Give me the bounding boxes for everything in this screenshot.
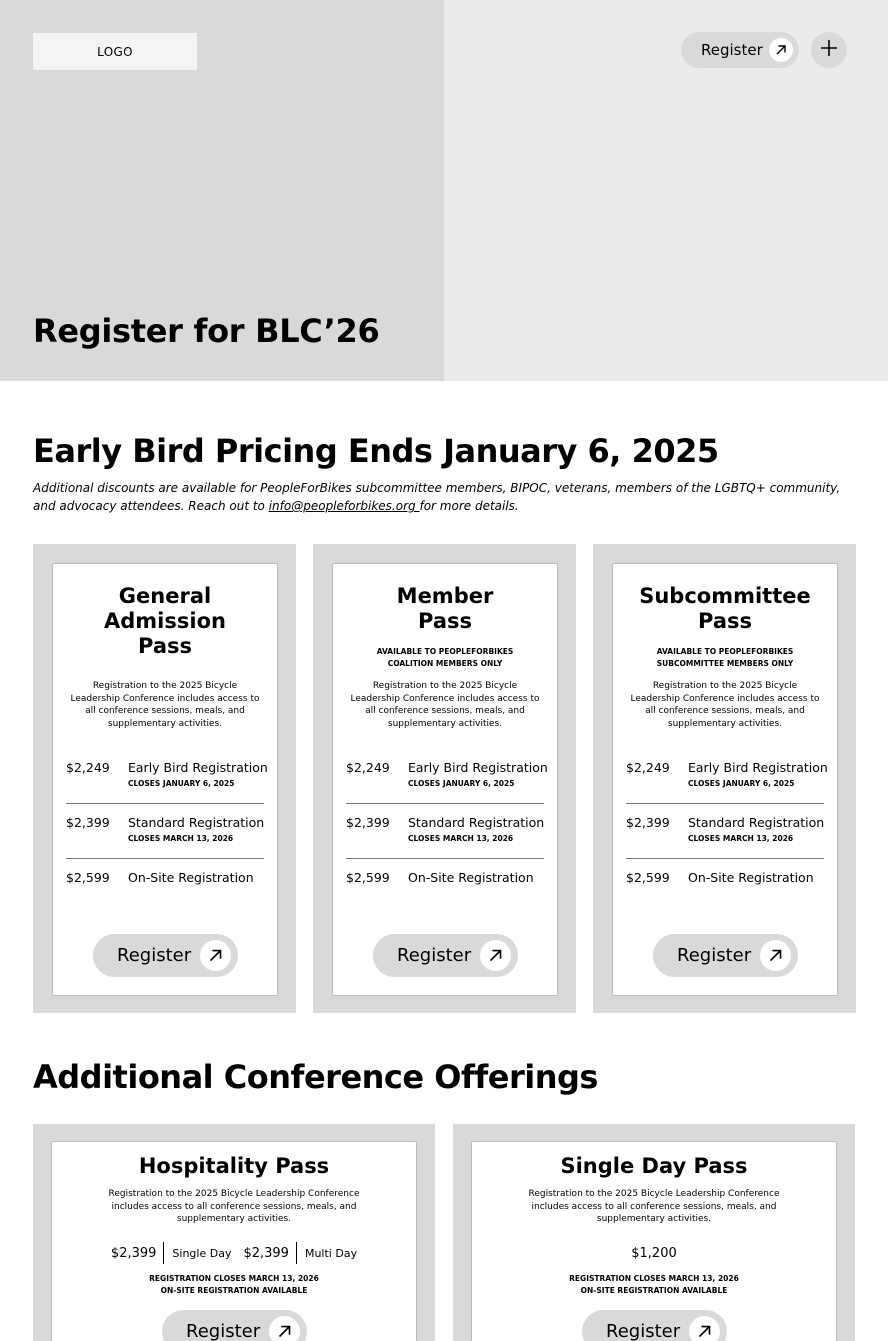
price-tier-name: Early Bird Registration (408, 760, 548, 775)
price-closing-date: CLOSES JANUARY 6, 2025 (128, 779, 235, 788)
nav-register-button[interactable] (681, 32, 799, 68)
logo-text: LOGO (97, 44, 133, 59)
arrow-up-right-icon (769, 38, 793, 62)
early-bird-description (33, 479, 855, 515)
price-tier-name: On-Site Registration (688, 870, 814, 885)
arrow-up-right-icon (760, 940, 791, 971)
onsite-registration-note: ON-SITE REGISTRATION AVAILABLE (160, 1286, 308, 1295)
pass-description: Registration to the 2025 Bicycle Leadership Conference includes access to all conference sessions, meals, and supplementary activities. (350, 681, 540, 729)
hero (0, 0, 888, 381)
price-separator (163, 1242, 164, 1264)
pass-card (593, 544, 856, 1013)
offering-description: Registration to the 2025 Bicycle Leadership Conference includes access to all conference sessions, meals, and supplementary activities. (528, 1189, 780, 1224)
arrow-up-right-icon (689, 1316, 720, 1341)
offering-prices (472, 1242, 836, 1264)
price-row (66, 760, 268, 800)
price-closing-date: CLOSES JANUARY 6, 2025 (408, 779, 515, 788)
price-row (626, 815, 824, 855)
pass-title: Admission (104, 609, 226, 633)
pass-title: Member (396, 584, 494, 608)
arrow-up-right-icon (269, 1316, 300, 1341)
price-amount: $2,249 (346, 760, 390, 775)
offering-card (33, 1124, 435, 1341)
price-divider (626, 858, 824, 859)
register-button[interactable] (162, 1310, 307, 1341)
offering-notes (52, 1273, 416, 1297)
price-amount: $2,399 (243, 1245, 289, 1261)
register-label: Register (117, 945, 192, 966)
pass-card-body (332, 563, 558, 996)
offering-card (453, 1124, 855, 1341)
pass-description: Registration to the 2025 Bicycle Leadership Conference includes access to all conference sessions, meals, and supplementary activities. (630, 681, 820, 729)
price-closing-date: CLOSES MARCH 13, 2026 (408, 834, 514, 843)
register-label: Register (606, 1321, 681, 1341)
offering-card-body (471, 1141, 837, 1341)
early-bird-heading: Early Bird Pricing Ends January 6, 2025 (33, 432, 719, 470)
price-separator (296, 1242, 297, 1264)
price-row (626, 870, 824, 910)
pass-title: Pass (698, 609, 752, 633)
price-tier-name: Standard Registration (688, 815, 825, 830)
price-label: Multi Day (304, 1246, 358, 1260)
price-row (626, 760, 828, 800)
price-divider (626, 803, 824, 804)
arrow-up-right-icon (200, 940, 231, 971)
price-amount: $2,599 (66, 870, 110, 885)
plus-icon (820, 39, 838, 61)
register-label: Register (677, 945, 752, 966)
price-divider (346, 858, 544, 859)
register-label: Register (397, 945, 472, 966)
price-row (346, 815, 544, 855)
menu-button[interactable] (811, 32, 847, 68)
pass-title: Pass (138, 634, 192, 658)
register-button[interactable] (373, 934, 518, 977)
pass-title: Pass (418, 609, 472, 633)
pass-eligibility: AVAILABLE TO PEOPLEFORBIKES (376, 647, 514, 656)
offering-title: Single Day Pass (560, 1154, 748, 1178)
price-tier-name: Early Bird Registration (128, 760, 268, 775)
offering-prices (52, 1242, 416, 1264)
pass-title: Subcommittee (639, 584, 811, 608)
pass-title: General (118, 584, 212, 608)
contact-email-link[interactable]: info@peopleforbikes.org (268, 499, 420, 513)
price-divider (66, 858, 264, 859)
logo[interactable] (33, 33, 197, 70)
price-tier-name: On-Site Registration (128, 870, 254, 885)
price-row (66, 870, 264, 910)
price-divider (66, 803, 264, 804)
early-bird-desc-text: Additional discounts are available for PeopleForBikes subcommittee members, BIPOC, veterans, members of the LGBTQ+ community, and advocacy attendees. Reach out to (33, 481, 841, 513)
price-tier-name: Standard Registration (408, 815, 545, 830)
register-button[interactable] (93, 934, 238, 977)
arrow-up-right-icon (480, 940, 511, 971)
price-closing-date: CLOSES JANUARY 6, 2025 (688, 779, 795, 788)
registration-closes-note: REGISTRATION CLOSES MARCH 13, 2026 (569, 1274, 739, 1283)
pass-card (313, 544, 576, 1013)
price-tier-name: Standard Registration (128, 815, 265, 830)
price-divider (346, 803, 544, 804)
price-amount: $2,599 (626, 870, 670, 885)
price-amount: $2,399 (66, 815, 110, 830)
additional-offerings-heading: Additional Conference Offerings (33, 1058, 598, 1096)
register-label: Register (186, 1321, 261, 1341)
price-closing-date: CLOSES MARCH 13, 2026 (128, 834, 234, 843)
pass-eligibility: AVAILABLE TO PEOPLEFORBIKES (656, 647, 794, 656)
price-tier-name: Early Bird Registration (688, 760, 828, 775)
price-amount: $2,399 (626, 815, 670, 830)
register-button[interactable] (653, 934, 798, 977)
price-amount: $2,599 (346, 870, 390, 885)
nav-register-label: Register (701, 41, 763, 59)
register-button[interactable] (582, 1310, 727, 1341)
pass-description: Registration to the 2025 Bicycle Leadership Conference includes access to all conference sessions, meals, and supplementary activities. (70, 681, 260, 729)
price-closing-date: CLOSES MARCH 13, 2026 (688, 834, 794, 843)
registration-closes-note: REGISTRATION CLOSES MARCH 13, 2026 (149, 1274, 319, 1283)
price-amount: $2,399 (110, 1245, 157, 1261)
price-row (346, 870, 544, 910)
early-bird-desc-tail: for more details. (419, 499, 519, 513)
offering-notes (472, 1273, 836, 1297)
page-title: Register for BLC’26 (33, 312, 380, 350)
price-amount: $2,249 (66, 760, 110, 775)
price-amount: $2,399 (346, 815, 390, 830)
pass-card-body (52, 563, 278, 996)
pass-card-body (612, 563, 838, 996)
pass-card (33, 544, 296, 1013)
offering-title: Hospitality Pass (138, 1154, 330, 1178)
price-amount: $2,249 (626, 760, 670, 775)
price-tier-name: On-Site Registration (408, 870, 534, 885)
onsite-registration-note: ON-SITE REGISTRATION AVAILABLE (580, 1286, 728, 1295)
pass-eligibility: SUBCOMMITTEE MEMBERS ONLY (656, 659, 794, 668)
offering-description: Registration to the 2025 Bicycle Leadership Conference includes access to all conference sessions, meals, and supplementary activities. (108, 1189, 360, 1224)
price-row (66, 815, 264, 855)
offering-card-body (51, 1141, 417, 1341)
price-amount: $1,200 (631, 1245, 677, 1261)
price-row (346, 760, 548, 800)
price-label: Single Day (172, 1246, 232, 1260)
pass-eligibility: COALITION MEMBERS ONLY (387, 659, 503, 668)
